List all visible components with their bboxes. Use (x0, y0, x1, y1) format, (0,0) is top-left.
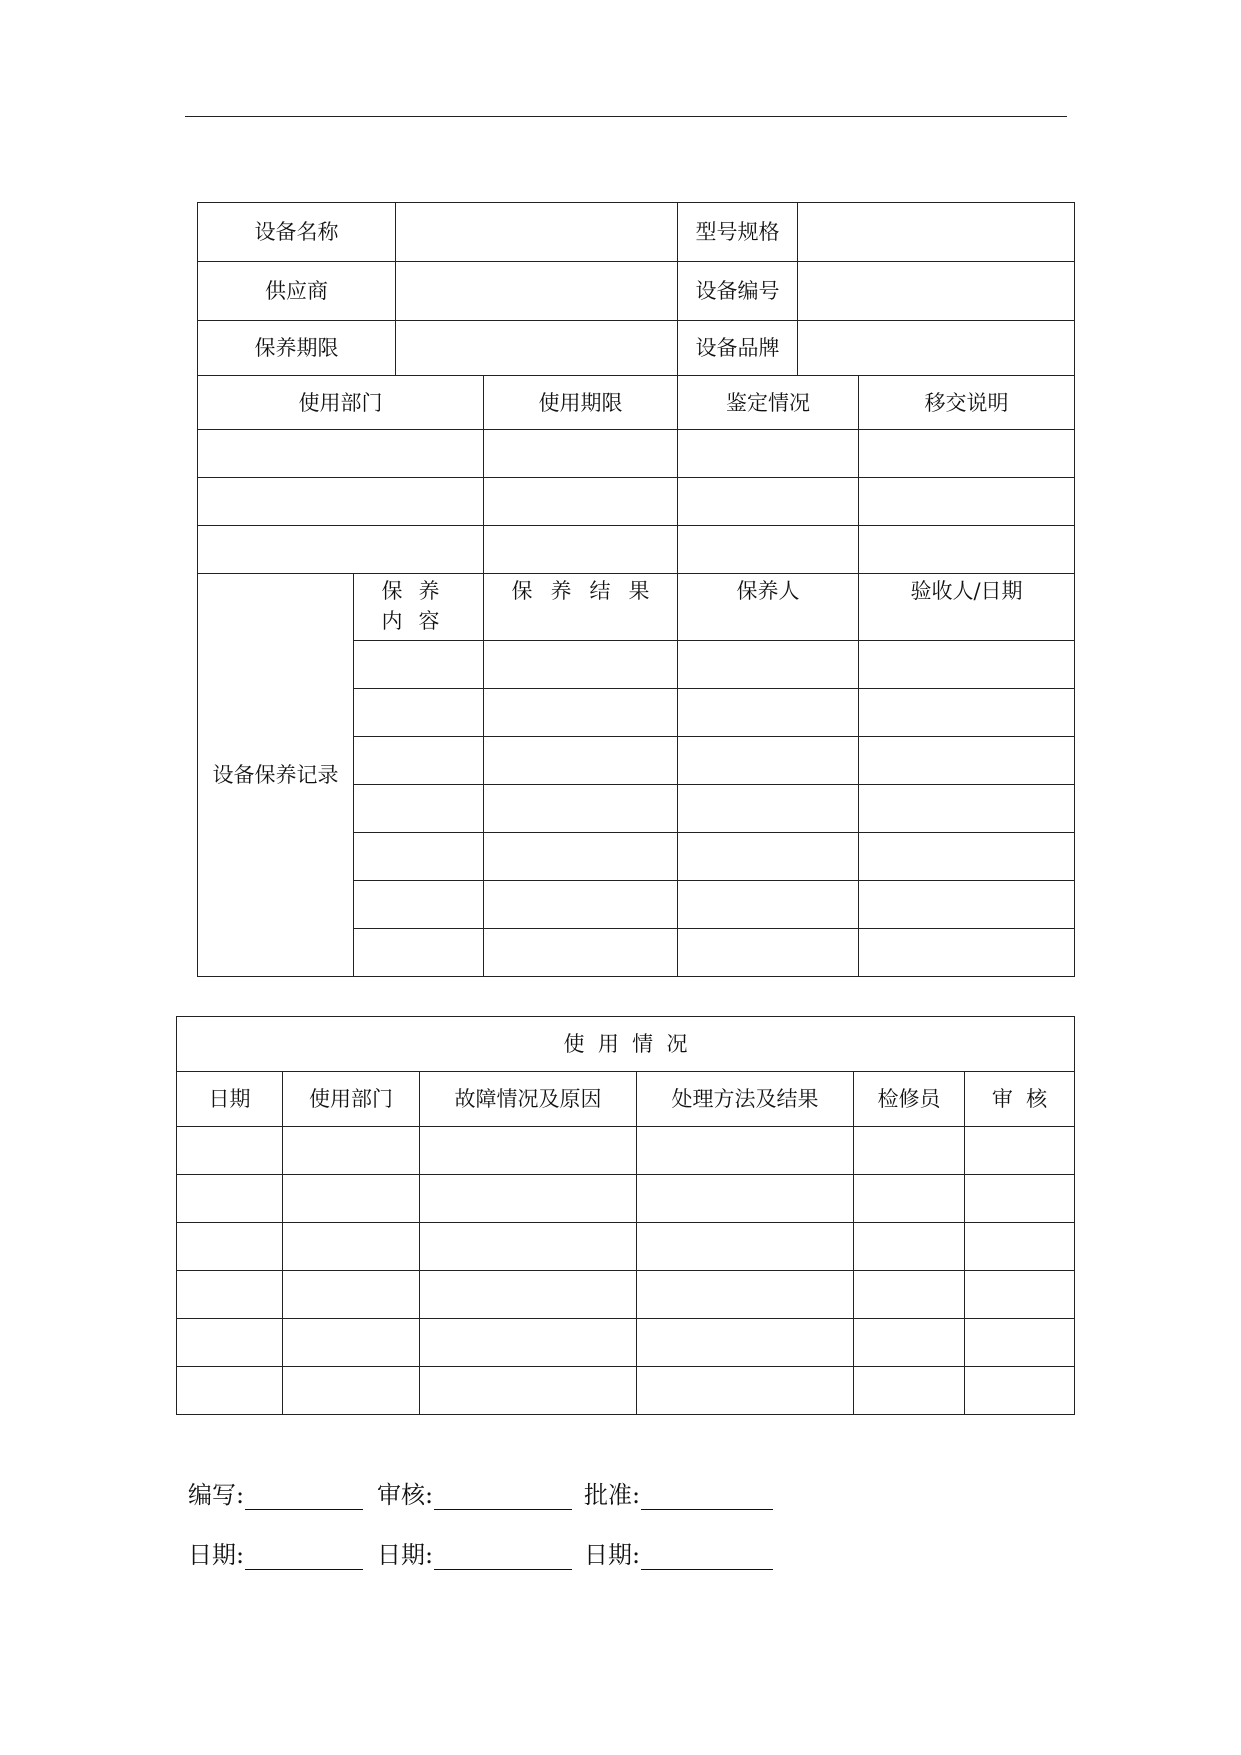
author-signature-line[interactable] (245, 1481, 363, 1510)
usage-cell[interactable] (283, 1127, 420, 1175)
maintenance-cell[interactable] (354, 833, 484, 881)
equipment-brand-label: 设备品牌 (678, 321, 798, 376)
maintenance-header-maintainer: 保养人 (678, 574, 859, 641)
supplier-row (198, 262, 1075, 321)
usage-cell[interactable] (177, 1367, 283, 1415)
usage-cell[interactable] (854, 1127, 965, 1175)
usage-cell[interactable] (177, 1271, 283, 1319)
maintenance-cell[interactable] (354, 641, 484, 689)
transfer-row (198, 526, 1075, 574)
usage-table-title: 使 用 情 况 (177, 1017, 1075, 1072)
signature-row-dates (188, 1540, 828, 1574)
usage-cell[interactable] (283, 1319, 420, 1367)
usage-header-inspector: 检修员 (854, 1072, 965, 1127)
transfer-cell[interactable] (484, 478, 678, 526)
usage-cell[interactable] (177, 1319, 283, 1367)
equipment-name-field[interactable] (396, 203, 678, 262)
author-label: 编写: (188, 1481, 245, 1509)
equipment-brand-field[interactable] (798, 321, 1075, 376)
maintenance-cell[interactable] (484, 929, 678, 977)
equipment-number-field[interactable] (798, 262, 1075, 321)
maintenance-header-content: 保养内容 (354, 574, 484, 641)
header-rule (185, 116, 1067, 117)
usage-row (177, 1319, 1075, 1367)
usage-cell[interactable] (854, 1367, 965, 1415)
maintenance-cell[interactable] (859, 929, 1075, 977)
usage-cell[interactable] (965, 1175, 1075, 1223)
transfer-header-notes: 移交说明 (859, 376, 1075, 430)
signature-item-author-date (188, 1540, 363, 1570)
approver-signature-line[interactable] (641, 1481, 773, 1510)
maintenance-cell[interactable] (859, 881, 1075, 929)
equipment-number-label: 设备编号 (678, 262, 798, 321)
maintenance-cell[interactable] (859, 833, 1075, 881)
transfer-cell[interactable] (484, 526, 678, 574)
usage-row (177, 1175, 1075, 1223)
transfer-header-appraisal: 鉴定情况 (678, 376, 859, 430)
maintenance-cell[interactable] (678, 881, 859, 929)
maintenance-cell[interactable] (484, 737, 678, 785)
maintenance-header-acceptor-date: 验收人/日期 (859, 574, 1075, 641)
maintenance-header-row (198, 574, 1075, 641)
usage-cell[interactable] (420, 1367, 637, 1415)
transfer-cell[interactable] (198, 526, 484, 574)
usage-cell[interactable] (283, 1175, 420, 1223)
maintenance-cell[interactable] (678, 689, 859, 737)
usage-cell[interactable] (854, 1271, 965, 1319)
reviewer-date-line[interactable] (434, 1541, 572, 1570)
maintenance-period-row (198, 321, 1075, 376)
reviewer-date-label: 日期: (377, 1541, 434, 1569)
usage-header-row (177, 1072, 1075, 1127)
usage-cell[interactable] (420, 1271, 637, 1319)
maintenance-cell[interactable] (354, 737, 484, 785)
equipment-name-row (198, 203, 1075, 262)
transfer-row (198, 478, 1075, 526)
transfer-cell[interactable] (198, 430, 484, 478)
usage-header-date: 日期 (177, 1072, 283, 1127)
transfer-header-period: 使用期限 (484, 376, 678, 430)
usage-cell[interactable] (177, 1223, 283, 1271)
usage-cell[interactable] (420, 1319, 637, 1367)
usage-cell[interactable] (420, 1175, 637, 1223)
maintenance-period-field[interactable] (396, 321, 678, 376)
maintenance-cell[interactable] (354, 881, 484, 929)
transfer-cell[interactable] (859, 526, 1075, 574)
usage-cell[interactable] (637, 1319, 854, 1367)
maintenance-cell[interactable] (354, 785, 484, 833)
transfer-header-row (198, 376, 1075, 430)
maintenance-header-result: 保养结果 (484, 574, 678, 641)
maintenance-cell[interactable] (859, 737, 1075, 785)
usage-cell[interactable] (637, 1127, 854, 1175)
signature-area (188, 1480, 828, 1580)
usage-cell[interactable] (637, 1271, 854, 1319)
supplier-field[interactable] (396, 262, 678, 321)
model-spec-field[interactable] (798, 203, 1075, 262)
transfer-cell[interactable] (859, 430, 1075, 478)
usage-row (177, 1271, 1075, 1319)
transfer-cell[interactable] (198, 478, 484, 526)
signature-item-approver-date (584, 1540, 773, 1570)
usage-cell[interactable] (283, 1367, 420, 1415)
signature-item-author (188, 1480, 363, 1510)
usage-cell[interactable] (854, 1319, 965, 1367)
maintenance-cell[interactable] (859, 785, 1075, 833)
usage-cell[interactable] (637, 1367, 854, 1415)
maintenance-cell[interactable] (678, 737, 859, 785)
signature-row-approval (188, 1480, 828, 1514)
author-date-line[interactable] (245, 1541, 363, 1570)
usage-cell[interactable] (965, 1223, 1075, 1271)
approver-date-label: 日期: (584, 1541, 641, 1569)
maintenance-cell[interactable] (678, 785, 859, 833)
equipment-info-table (197, 202, 1075, 977)
supplier-label: 供应商 (198, 262, 396, 321)
usage-cell[interactable] (283, 1271, 420, 1319)
usage-cell[interactable] (637, 1175, 854, 1223)
usage-header-handling: 处理方法及结果 (637, 1072, 854, 1127)
maintenance-cell[interactable] (484, 785, 678, 833)
transfer-cell[interactable] (678, 478, 859, 526)
maintenance-cell[interactable] (484, 833, 678, 881)
usage-cell[interactable] (420, 1223, 637, 1271)
approver-date-line[interactable] (641, 1541, 773, 1570)
usage-row (177, 1223, 1075, 1271)
maintenance-cell[interactable] (484, 641, 678, 689)
model-spec-label: 型号规格 (678, 203, 798, 262)
equipment-name-label: 设备名称 (198, 203, 396, 262)
usage-row (177, 1367, 1075, 1415)
transfer-cell[interactable] (678, 430, 859, 478)
maintenance-cell[interactable] (354, 929, 484, 977)
maintenance-period-label: 保养期限 (198, 321, 396, 376)
approver-label: 批准: (584, 1481, 641, 1509)
transfer-cell[interactable] (678, 526, 859, 574)
transfer-cell[interactable] (484, 430, 678, 478)
usage-cell[interactable] (854, 1223, 965, 1271)
maintenance-record-label: 设备保养记录 (198, 574, 354, 977)
signature-item-reviewer (377, 1480, 572, 1510)
maintenance-cell[interactable] (484, 881, 678, 929)
maintenance-cell[interactable] (678, 641, 859, 689)
usage-header-fault: 故障情况及原因 (420, 1072, 637, 1127)
usage-cell[interactable] (177, 1127, 283, 1175)
maintenance-cell[interactable] (859, 641, 1075, 689)
transfer-cell[interactable] (859, 478, 1075, 526)
usage-cell[interactable] (177, 1175, 283, 1223)
maintenance-cell[interactable] (354, 689, 484, 737)
transfer-header-department: 使用部门 (198, 376, 484, 430)
usage-header-department: 使用部门 (283, 1072, 420, 1127)
usage-cell[interactable] (965, 1127, 1075, 1175)
maintenance-cell[interactable] (484, 689, 678, 737)
usage-cell[interactable] (283, 1223, 420, 1271)
usage-row (177, 1127, 1075, 1175)
usage-cell[interactable] (965, 1367, 1075, 1415)
usage-cell[interactable] (965, 1271, 1075, 1319)
usage-table (176, 1016, 1075, 1415)
maintenance-cell[interactable] (859, 689, 1075, 737)
author-date-label: 日期: (188, 1541, 245, 1569)
usage-cell[interactable] (965, 1319, 1075, 1367)
transfer-row (198, 430, 1075, 478)
usage-cell[interactable] (854, 1175, 965, 1223)
reviewer-label: 审核: (377, 1481, 434, 1509)
usage-header-review: 审 核 (965, 1072, 1075, 1127)
usage-cell[interactable] (637, 1223, 854, 1271)
reviewer-signature-line[interactable] (434, 1481, 572, 1510)
signature-item-approver (584, 1480, 773, 1510)
usage-title-row (177, 1017, 1075, 1072)
maintenance-cell[interactable] (678, 833, 859, 881)
usage-cell[interactable] (420, 1127, 637, 1175)
maintenance-cell[interactable] (678, 929, 859, 977)
signature-item-reviewer-date (377, 1540, 572, 1570)
